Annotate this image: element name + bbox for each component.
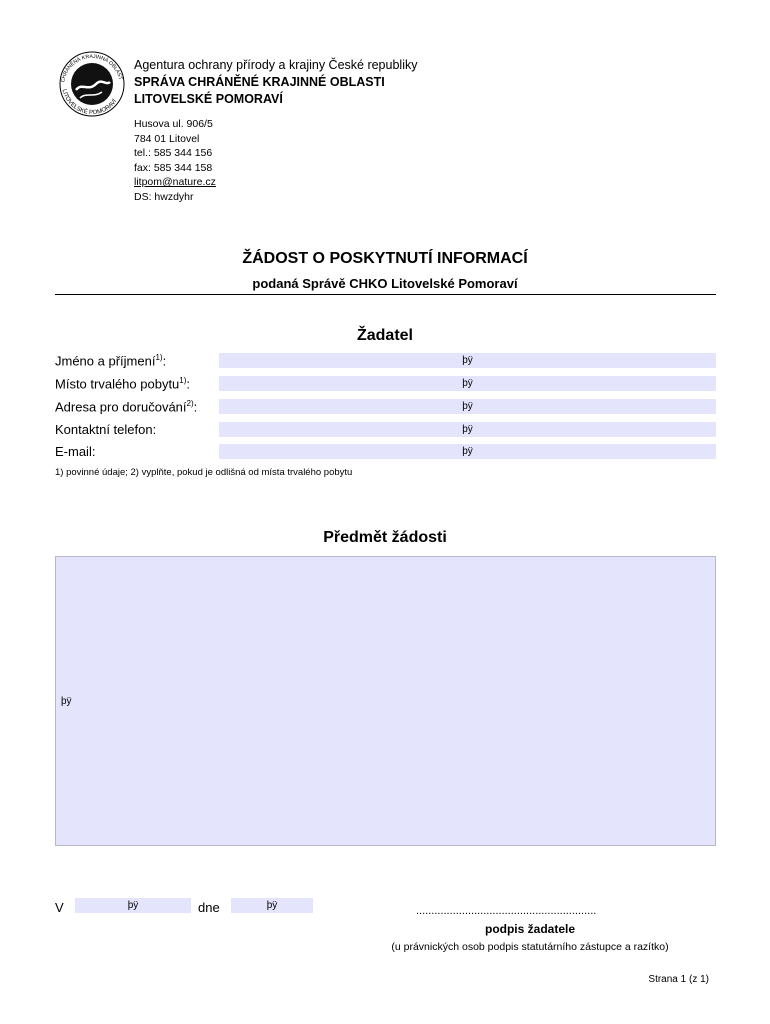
org-region: LITOVELSKÉ POMORAVÍ bbox=[134, 92, 283, 106]
logo bbox=[52, 46, 132, 118]
logo-ring-bottom: LITOVELSKÉ POMORAVÍ bbox=[60, 88, 119, 117]
label-email: E-mail: bbox=[55, 444, 96, 459]
address-ds: DS: hwzdyhr bbox=[134, 190, 194, 203]
form-subtitle: podaná Správě CHKO Litovelské Pomoraví bbox=[252, 276, 518, 291]
address-tel: tel.: 585 344 156 bbox=[134, 147, 213, 159]
logo-ring-top: CHRÁNĚNÁ KRAJINNÁ OBLAST bbox=[60, 53, 124, 83]
label-phone: Kontaktní telefon: bbox=[55, 422, 157, 437]
signature-label: podpis žadatele bbox=[484, 922, 576, 936]
org-name: Agentura ochrany přírody a krajiny České republiky bbox=[134, 58, 418, 72]
address-email-link[interactable]: litpom@nature.cz bbox=[134, 176, 216, 188]
date-label: dne bbox=[198, 900, 220, 915]
subject-textarea[interactable] bbox=[55, 556, 716, 846]
subject-heading: Předmět žádosti bbox=[323, 529, 447, 546]
address-street: Husova ul. 906/5 bbox=[134, 118, 213, 130]
address-fax: fax: 585 344 158 bbox=[134, 161, 213, 174]
applicant-heading: Žadatel bbox=[356, 327, 413, 344]
place-label: V bbox=[55, 900, 64, 915]
date-input[interactable]: þÿ bbox=[231, 898, 313, 913]
title-divider bbox=[55, 294, 716, 295]
applicant-footnote: 1) povinné údaje; 2) vyplňte, pokud je odlišná od místa trvalého pobytu bbox=[55, 467, 353, 478]
signature-line: ........................................................... bbox=[416, 905, 597, 917]
phone-input[interactable]: þÿ bbox=[219, 422, 716, 437]
form-title: ŽÁDOST O POSKYTNUTÍ INFORMACÍ bbox=[242, 250, 528, 267]
delivery-address-input[interactable]: þÿ bbox=[219, 399, 716, 414]
address-block bbox=[134, 117, 216, 204]
label-name: Jméno a příjmení$^{1)}$: bbox=[55, 353, 167, 369]
name-input[interactable]: þÿ bbox=[219, 353, 716, 368]
label-delivery-address: Adresa pro doručování$^{2)}$: bbox=[55, 399, 198, 415]
page-number: Strana 1 (z 1) bbox=[648, 974, 709, 985]
subject-value: þÿ bbox=[61, 696, 72, 707]
place-input[interactable]: þÿ bbox=[75, 898, 191, 913]
label-residence: Místo trvalého pobytu$^{1)}$: bbox=[55, 376, 191, 392]
org-department: SPRÁVA CHRÁNĚNÉ KRAJINNÉ OBLASTI bbox=[134, 75, 385, 89]
residence-input[interactable]: þÿ bbox=[219, 376, 716, 391]
address-city: 784 01 Litovel bbox=[134, 132, 200, 145]
signature-note: (u právnických osob podpis statutárního zástupce a razítko) bbox=[391, 941, 669, 953]
email-input[interactable]: þÿ bbox=[219, 444, 716, 459]
